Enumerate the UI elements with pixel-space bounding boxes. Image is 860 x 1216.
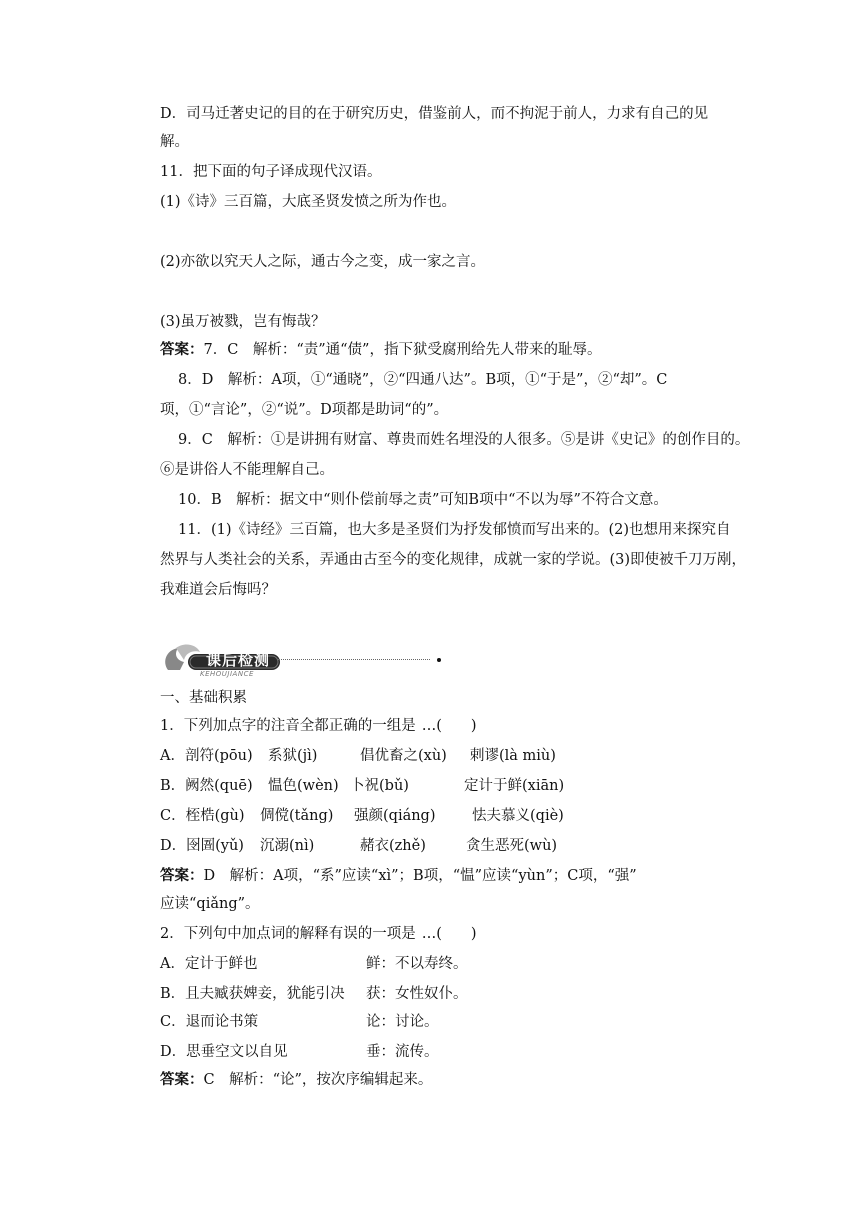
answer-10: 10．B 解析：据文中“则仆偿前辱之责”可知B项中“不以为辱”不符合文意。 <box>178 492 668 508</box>
answer-9-line2: ⑥是讲俗人不能理解自己。 <box>160 462 334 478</box>
question-2: 2．下列句中加点词的解释有误的一项是 …( ) <box>160 926 477 942</box>
question-11-2: (2)亦欲以究天人之际，通古今之变，成一家之言。 <box>160 254 486 270</box>
section-banner-title: 课后检测 <box>206 651 271 669</box>
option-d-line1: D．司马迁著史记的目的在于研究历史，借鉴前人，而不拘泥于前人，力求有自己的见 <box>160 106 709 122</box>
answer-label: 答案： <box>160 867 204 884</box>
q2-option-d: D．思垂空文以自见 垂：流传。 <box>160 1044 439 1060</box>
q2-option-a: A．定计于鲜也 鲜：不以寿终。 <box>160 956 468 972</box>
section-banner-subtitle: KEHOUJIANCE <box>200 670 254 678</box>
answer-2: 答案：C 解析：“论”，按次序编辑起来。 <box>160 1071 433 1088</box>
question-11: 11．把下面的句子译成现代汉语。 <box>160 164 382 180</box>
question-11-3: (3)虽万被戮，岂有悔哉？ <box>160 314 326 330</box>
section-heading: 一、基础积累 <box>160 690 247 706</box>
answer-9-line1: 9．C 解析：①是讲拥有财富、尊贵而姓名埋没的人很多。⑤是讲《史记》的创作目的。 <box>178 432 750 448</box>
answer-1-line1: 答案：D 解析：A项，“系”应读“xì”；B项，“愠”应读“yùn”；C项，“强” <box>160 867 637 884</box>
answer-11-line1: 11．(1)《诗经》三百篇，也大多是圣贤们为抒发郁愤而写出来的。(2)也想用来探究自 <box>178 522 731 538</box>
q2-option-b: B．且夫臧获婢妾，犹能引决 获：女性奴仆。 <box>160 986 468 1002</box>
answer-11-line2: 然界与人类社会的关系，弄通由古至今的变化规律，成就一家的学说。(3)即使被千刀万剐， <box>160 552 747 568</box>
section-banner-leader <box>278 659 430 660</box>
answer-label: 答案： <box>160 1071 204 1088</box>
answer-8-line1: 8．D 解析：A项，①“通晓”，②“四通八达”。B项，①“于是”，②“却”。C <box>178 372 668 388</box>
answer-1-line2: 应读“qiǎng”。 <box>160 896 260 912</box>
answer-8-line2: 项，①“言论”，②“说”。D项都是助词“的”。 <box>160 402 449 418</box>
option-d-line2: 解。 <box>160 134 189 150</box>
question-1: 1．下列加点字的注音全都正确的一组是 …( ) <box>160 718 477 734</box>
answer-label: 答案： <box>160 341 204 358</box>
question-11-1: (1)《诗》三百篇，大底圣贤发愤之所为作也。 <box>160 194 457 210</box>
section-banner <box>160 640 460 680</box>
answer-11-line3: 我难道会后悔吗？ <box>160 582 276 598</box>
section-banner-end-dot <box>437 658 441 662</box>
q2-option-c: C．退而论书策 论：讨论。 <box>160 1014 439 1030</box>
answer-7: 答案：7．C 解析：“责”通“债”，指下狱受腐刑给先人带来的耻辱。 <box>160 341 602 358</box>
